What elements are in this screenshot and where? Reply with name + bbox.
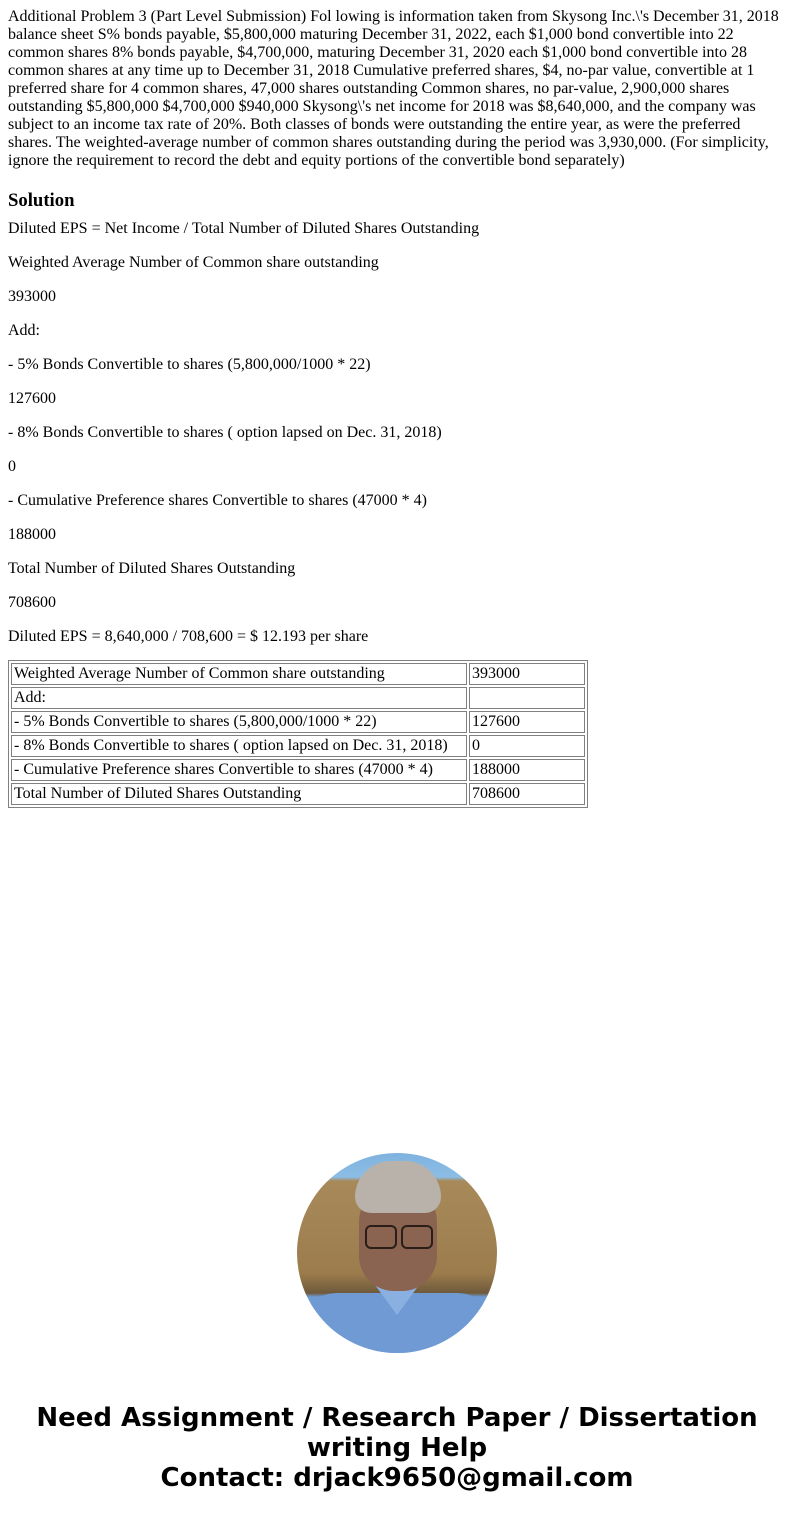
step-label: Add: bbox=[8, 322, 40, 339]
avatar-photo bbox=[297, 1153, 497, 1353]
step-label: - Cumulative Preference shares Convertible to shares (47000 * 4) bbox=[8, 492, 427, 509]
table-row bbox=[11, 759, 585, 781]
step-label: - 8% Bonds Convertible to shares ( option lapsed on Dec. 31, 2018) bbox=[8, 424, 442, 441]
table-row bbox=[11, 735, 585, 757]
row-label: Total Number of Diluted Shares Outstanding bbox=[11, 783, 467, 805]
row-label: Add: bbox=[11, 687, 467, 709]
step-value: 393000 bbox=[8, 288, 56, 305]
row-label: - 8% Bonds Convertible to shares ( option lapsed on Dec. 31, 2018) bbox=[11, 735, 467, 757]
author-avatar bbox=[297, 1153, 497, 1353]
step-value: 708600 bbox=[8, 594, 56, 611]
row-label: - Cumulative Preference shares Convertible to shares (47000 * 4) bbox=[11, 759, 467, 781]
eps-result: Diluted EPS = 8,640,000 / 708,600 = $ 12.193 per share bbox=[8, 628, 369, 645]
step-value: 0 bbox=[8, 458, 16, 475]
row-value: 0 bbox=[469, 735, 585, 757]
promo-banner bbox=[0, 1403, 794, 1493]
row-value: 188000 bbox=[469, 759, 585, 781]
step-value: 188000 bbox=[8, 526, 56, 543]
eps-formula: Diluted EPS = Net Income / Total Number of Diluted Shares Outstanding bbox=[8, 220, 480, 237]
promo-contact: Contact: drjack9650@gmail.com bbox=[160, 1463, 634, 1493]
promo-line-2: writing Help bbox=[306, 1433, 488, 1463]
step-label: - 5% Bonds Convertible to shares (5,800,000/1000 * 22) bbox=[8, 356, 371, 373]
row-value bbox=[469, 687, 585, 709]
row-label: - 5% Bonds Convertible to shares (5,800,000/1000 * 22) bbox=[11, 711, 467, 733]
solution-steps bbox=[8, 220, 786, 646]
step-label: Weighted Average Number of Common share outstanding bbox=[8, 254, 379, 271]
table-row bbox=[11, 783, 585, 805]
row-value: 127600 bbox=[469, 711, 585, 733]
row-label: Weighted Average Number of Common share outstanding bbox=[11, 663, 467, 685]
solution-heading: Solution bbox=[8, 190, 75, 211]
step-value: 127600 bbox=[8, 390, 56, 407]
step-label: Total Number of Diluted Shares Outstanding bbox=[8, 560, 296, 577]
diluted-shares-table bbox=[8, 660, 588, 808]
row-value: 393000 bbox=[469, 663, 585, 685]
problem-statement: Additional Problem 3 (Part Level Submission) Fol lowing is information taken from Skysong Inc.\'s December 31, 2018 balance sheet S% bonds payable, $5,800,000 maturing December 31, 2022, each $1,000 bond convertible into 22 common shares 8% bonds payable, $4,700,000, maturing December 31, 2020 each $1,000 bond convertible into 28 common shares at any time up to December 31, 2018 Cumulative preferred shares, $4, no-par value, convertible at 1 preferred share for 4 common shares, 47,000 shares outstanding Common shares, no par-value, 2,900,000 shares outstanding $5,800,000 $4,700,000 $940,000 Skysong\'s net income for 2018 was $8,640,000, and the company was subject to an income tax rate of 20%. Both classes of bonds were outstanding the entire year, as were the preferred shares. The weighted-average number of common shares outstanding during the period was 3,930,000. (For simplicity, ignore the requirement to record the debt and equity portions of the convertible bond separately) bbox=[8, 8, 779, 169]
row-value: 708600 bbox=[469, 783, 585, 805]
table-row bbox=[11, 687, 585, 709]
promo-line-1: Need Assignment / Research Paper / Dissertation bbox=[36, 1403, 758, 1433]
table-row bbox=[11, 711, 585, 733]
table-row bbox=[11, 663, 585, 685]
